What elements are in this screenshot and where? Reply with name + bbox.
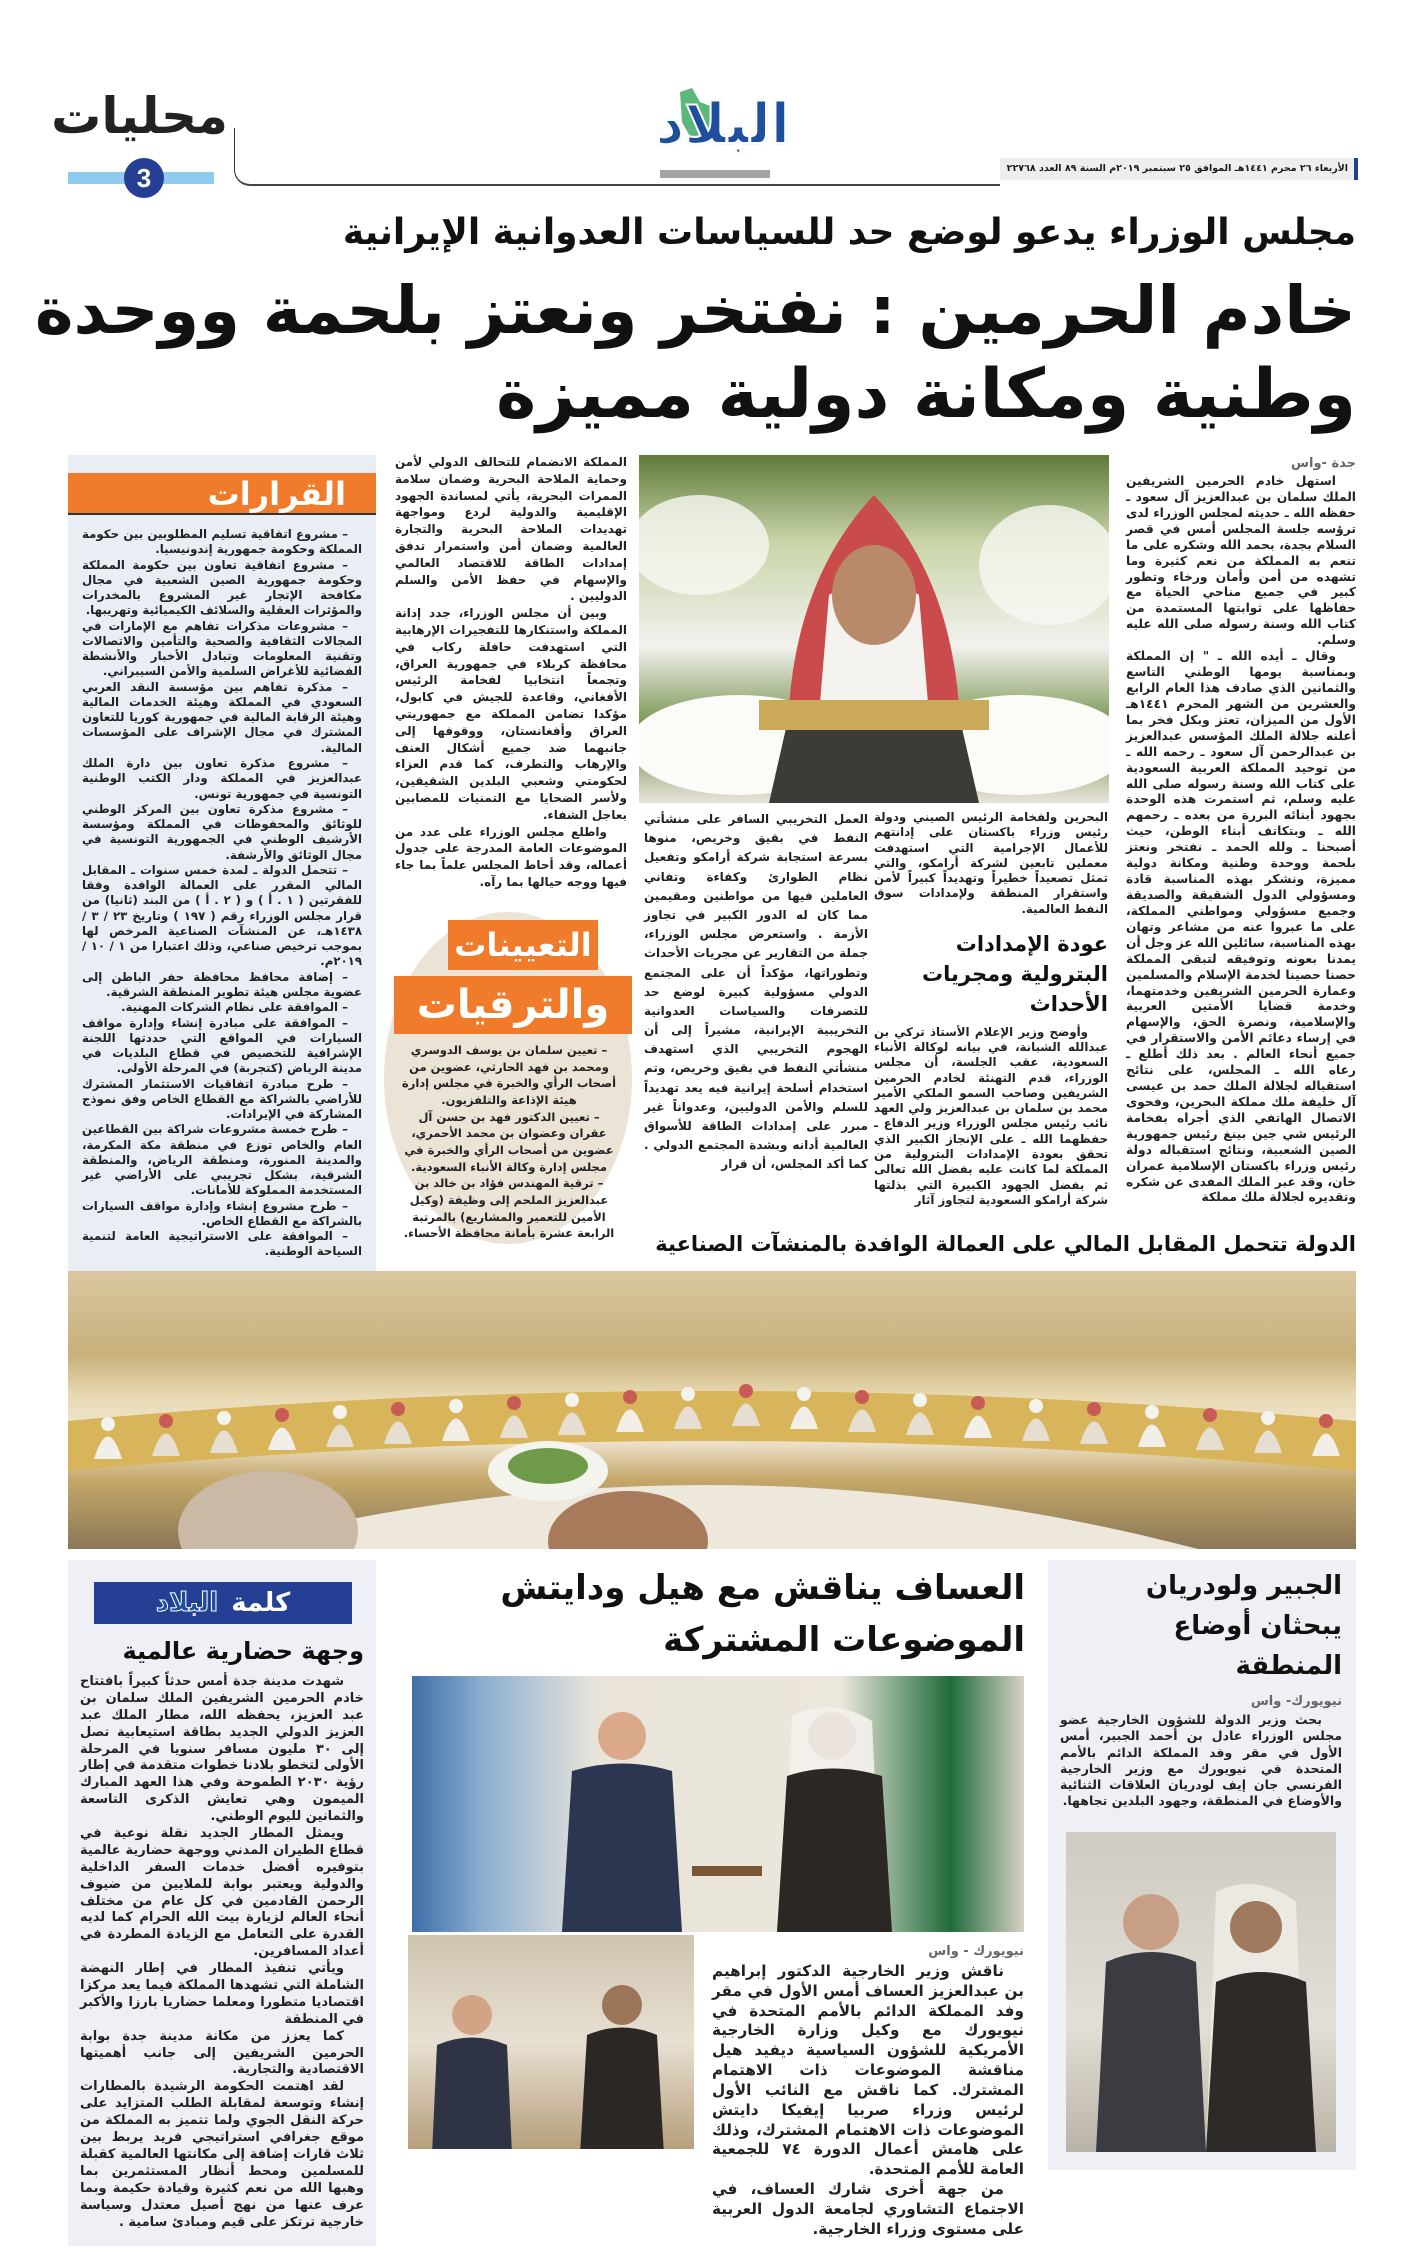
lead-headline-line-2: وطنية ومكانة دولية مميزة (496, 355, 1356, 434)
appointments-title-1 (448, 920, 598, 970)
decisions-panel (68, 455, 376, 1271)
decision-item: – تتحمل الدولة ـ لمدة خمس سنوات ـ المقابل المالي المقرر على العمالة الوافدة وفقا للفقرتين ( ١ . أ ) و ( ٢ . أ ) من البند (ثانيا) من قرار مجلس الوزراء رقم ( ١٩٧ ) وتاريخ ٢٣ / ٣ / ١٤٣٨هـ، عن المنشآت الصناعية المرخص لها بموجب ترخيص صناعي، وذلك اعتبارا من ١ / ١٠ / ٢٠١٩م. (82, 862, 362, 969)
editorial-label-kalima: كلمة (231, 1588, 291, 1618)
cabinet-photo-headline: الدولة تتحمل المقابل المالي على العمالة الوافدة بالمنشآت الصناعية (655, 1232, 1356, 1256)
lead-article-col-3 (644, 810, 868, 1216)
decision-item: – طرح مشروع إنشاء وإدارة مواقف السيارات بالشراكة مع القطاع الخاص. (82, 1198, 362, 1228)
paragraph: استهل خادم الحرمين الشريفين الملك سلمان بن عبدالعزيز آل سعود ـ حفظه الله ـ حديثه لمجلس الوزراء لدى ترؤسه جلسة المجلس أمس في قصر السلام بجدة، بحمد الله وشكره على ما تنعم به المملكة من نعم كثيرة وما تشهده من أمن وأمان ورخاء وتطور كبير في جميع مناحي الحياة مع حفاظها على ثوابتها المستمدة من كتاب الله وسنة رسوله صلى الله عليه وسلم. (1126, 474, 1356, 648)
decisions-list (82, 527, 362, 1265)
assaf-dateline: نيويورك - واس (928, 1944, 1024, 1959)
paragraph: ناقش وزير الخارجية الدكتور إبراهيم بن عبدالعزيز العساف أمس الأول في مقر وفد المملكة الدائم بالأمم المتحدة في نيويورك مع وكيل وزارة الخارجية الأمريكية للشؤون السياسية ديفيد هيل مناقشة الموضوعات ذات الاهتمام المشترك. كما ناقش مع النائب الأول لرئيس وزراء صربيا إيفيكا دايتش الموضوعات ذات الاهتمام المشترك، وذلك على هامش أعمال الدورة ٧٤ للجمعية العامة للأمم المتحدة. (712, 1962, 1024, 2179)
appointments-list (400, 1042, 618, 1242)
paragraph: وبين أن مجلس الوزراء، جدد إدانة المملكة واستنكارها للتفجيرات الإرهابية التي استهدفت حافلة ركاب في محافظة كربلاء في جمهورية العراق، وتجمعاً انتخابيا لفخامة الرئيس الأفغاني، وقاعدة للجيش في كابول، مؤكدا تضامن المملكة مع جمهوريتي العراق وأفغانستان، ووقوفها إلى جانبهما ضد جميع أشكال العنف والإرهاب والتطرف، كما قدم العزاء لحكومتي وشعبي البلدين الشقيقين، ولأسر الضحايا مع التمنيات للمصابين بعاجل الشفاء. (395, 606, 627, 822)
lead-article-col-1 (1126, 454, 1356, 1216)
paragraph: لقد اهتمت الحكومة الرشيدة بالمطارات إنشاء وتوسعة لمقابلة الطلب المتزايد على حركة النقل الجوي ولما تتميز به المملكة من موقع جغرافي استراتيجي فريد يربط بين ثلاث قارات إضافة إلى مكانتها العالمية كقبلة للمسلمين ومحط أنظار المستثمرين بما وهبها الله من نعم كثيرة وقيادة حكيمة وبما عرف عنها من نهج أصيل معتدل وسياسة خارجية ترتكز على قيم ومبادئ سامية . (80, 2079, 364, 2230)
lead-article-col-4 (395, 454, 627, 900)
paragraph: العمل التخريبي السافر على منشأتي النفط في بقيق وخريص، منوها بسرعة استجابة شركة أرامكو وتفعيل نظام الطوارئ وكفاءة وتفاني العاملين فيها من مواطنين ومقيمين مما كان له الدور الكبير في تجاوز الأزمة . واستعرض مجلس الوزراء، جملة من التقارير عن مجريات الأحداث وتطوراتها، مؤكداً أن على المجتمع الدولي مسؤولية كبيرة لوضع حد للتصرفات والسياسات العدوانية التخريبية الإيرانية، مشيراً إلى أن الهجوم التخريبي الذي استهدف منشأتي النفط في بقيق وخريص، وتم استخدام أسلحة إيرانية فيه يعد تهديداً للسلم والأمن الدوليين، وعدواناً غير مبرر على إمدادات الطاقة للأسواق العالمية أدانه وبشدة المجتمع الدولي . كما أكد المجلس، أن قرار (644, 812, 868, 1172)
jubeir-headline: الجبير ولودريان يبحثان أوضاع المنطقة (1145, 1571, 1342, 1681)
decision-item: – مشروع مذكرة تعاون بين دارة الملك عبدالعزيز في المملكة ودار الكتب الوطنية التونسية في جمهورية تونس. (82, 755, 362, 801)
date-bar (1000, 158, 1358, 180)
decision-item: – طرح خمسة مشروعات شراكة بين القطاعين العام والخاص توزع في منطقة مكة المكرمة، والمدينة المنورة، ومنطقة الرياض، والمنطقة الشرقية، بشكل تجريبي على الأراضي غير المستخدمة المملوكة للأمانات. (82, 1122, 362, 1198)
header-rule (234, 128, 1000, 186)
appointment-item: – تعيين الدكتور فهد بن حسن آل عقران وعضوان بن محمد الأحمري، عضوين من أصحاب الرأي والخبرة في مجلس إدارة وكالة الأنباء السعودية. (404, 1109, 614, 1174)
decision-item: – مشروعات مذكرات تفاهم مع الإمارات في المجالات الثقافية والصحية والتأمين والاتصالات وتقنية المعلومات وتبادل الأخبار والأنشطة الفضائية للأغراض السلمية والأمن السيبراني. (82, 618, 362, 679)
issue-date: الأربعاء ٢٦ محرم ١٤٤١هـ الموافق ٢٥ سبتمبر ٢٠١٩م السنة ٨٩ العدد ٢٢٧٦٨ (1006, 163, 1348, 174)
decision-item: – مذكرة تفاهم بين مؤسسة النقد العربي السعودي في المملكة وهيئة الخدمات المالية وهيئة الرقابة المالية في جمهورية كوريا للتعاون المشترك في مجال الإشراف على المؤسسات المالية. (82, 679, 362, 755)
cabinet-session-photo (68, 1271, 1356, 1549)
king-salman-photo (639, 455, 1109, 803)
paragraph: كما يعزز من مكانة مدينة جدة بوابة الحرمين الشريفين إلى جانب أهميتها الاقتصادية والتجارية. (80, 2028, 364, 2078)
paragraph: المملكة الانضمام للتحالف الدولي لأمن وحماية الملاحة البحرية وضمان سلامة الممرات البحرية، يأتي لمساندة الجهود الإقليمية والدولية لردع ومواجهة تهديدات الملاحة البحرية والتجارة العالمية وضمان أمن واستمرار تدفق إمدادات الطاقة للاقتصاد العالمي والإسهام في حفظ الأمن والسلم الدوليين . (395, 455, 627, 604)
assaf-article (712, 1942, 1024, 2240)
appointments-title-2 (394, 976, 632, 1034)
appointments-title-1-text: التعيينات (454, 926, 592, 964)
decision-item: – مشروع مذكرة تعاون بين المركز الوطني للوثائق والمحفوظات في المملكة ومؤسسة الأرشيف الوطني في الجمهورية التونسية في مجال الوثائق والأرشفة. (82, 801, 362, 862)
jubeir-dateline: نيويورك- واس (1250, 1694, 1342, 1709)
decision-item: – الموافقة على الاستراتيجية العامة لتنمية السياحة الوطنية. (82, 1229, 362, 1259)
lead-dateline: جدة -واس (1291, 456, 1356, 471)
jubeir-article (1060, 1566, 1342, 1824)
page-number: 3 (136, 163, 152, 193)
assaf-hale-photo (412, 1676, 1024, 1932)
page-number-badge (124, 158, 164, 198)
paragraph: بحث وزير الدولة للشؤون الخارجية عضو مجلس الوزراء عادل بن أحمد الجبير، أمس الأول في مقر وفد المملكة الدائم بالأمم المتحدة في نيويورك مع وزير الخارجية الفرنسي جان إيف لودريان العلاقات الثنائية والأوضاع في المنطقة، وجهود البلدين تجاهها. (1060, 1712, 1342, 1809)
paragraph: واطلع مجلس الوزراء على عدد من الموضوعات العامة المدرجة على جدول أعماله، وقد أحاط المجلس علماً بما جاء فيها ووجه حيالها بما رآه. (395, 824, 627, 889)
decisions-title: القرارات (207, 475, 346, 513)
decision-item: – الموافقة على نظام الشركات المهنية. (121, 1000, 348, 1015)
decision-item: – طرح مبادرة اتفاقيات الاستثمار المشترك للأراضي بالشراكة مع القطاع الخاص وفق نموذج المشاركة في الإيرادات. (82, 1076, 362, 1122)
jubeir-ledrian-photo (1066, 1832, 1336, 2152)
lead-headline-line-1: خادم الحرمين : نفتخر ونعتز بلحمة ووحدة (34, 273, 1356, 349)
paragraph: شهدت مدينة جدة أمس حدثاً كبيراً بافتتاح خادم الحرمين الشريفين الملك سلمان بن عبد العزيز، يحفظه الله، مطار الملك عبد العزيز الدولي الجديد بطاقة استيعابية تصل إلى ٣٠ مليون مسافر سنويا في المرحلة الأولى لتخطو بلادنا خطوات متقدمة في إطار رؤية ٢٠٣٠ الطموحة وفي هذا العهد المبارك الميمون وهي تعايش الذكرى التاسعة والثمانين لليوم الوطني. (80, 1674, 365, 1825)
paragraph: ويأتي تنفيذ المطار في إطار النهضة الشاملة التي تشهدها المملكة فيما يعد مركزا اقتصاديا متطورا ومعلما حضاريا بارزا والأكبر في المنطقة (80, 1961, 364, 2027)
editorial-headline: وجهة حضارية عالمية (122, 1637, 364, 1665)
lead-article-col-2 (874, 810, 1108, 1216)
decision-item: – مشروع اتفاقية تسليم المطلوبين بين حكومة المملكة وحكومة جمهورية إندونيسيا. (82, 527, 362, 557)
assaf-dacic-photo (405, 1932, 697, 2152)
decision-item: – إضافة محافظ محافظة حفر الباطن إلى عضوية مجلس هيئة تطوير المنطقة الشرقية. (82, 969, 362, 999)
decision-item: – مشروع اتفاقية تعاون بين حكومة المملكة وحكومة جمهورية الصين الشعبية في مجال مكافحة الإتجار غير المشروع بالمخدرات والمؤثرات العقلية والسلائف الكيميائية وتهريبها. (82, 557, 362, 618)
section-title: محليات (51, 87, 228, 145)
paragraph: وأوضح وزير الإعلام الأستاذ تركي بن عبدالله الشبانة، في بيانه لوكالة الأنباء السعودية، عقب الجلسة، أن مجلس الوزراء، قدم التهنئة لخادم الحرمين الشريفين وصاحب السمو الملكي الأمير محمد بن سلمان بن عبدالعزيز ولي العهد نائب رئيس مجلس الوزراء وزير الدفاع ـ حفظهما الله ـ على الإنجاز الكبير الذي تحقق بعودة الإمدادات البترولية من المملكة لما كانت عليه بفضل الله تعالى ثم بفضل الجهود الكبيرة التي بذلتها شركة أرامكو السعودية لتجاوز آثار (874, 1024, 1108, 1207)
newspaper-logo (640, 82, 790, 182)
paragraph: من جهة أخرى شارك العساف، في الاجتماع التشاوري لجامعة الدول العربية على مستوى وزراء الخارجية. (712, 2179, 1024, 2238)
editorial-label (94, 1582, 352, 1624)
logo-underline (660, 170, 770, 178)
assaf-headline: العساف يناقش مع هيل ودايتش الموضوعات المشتركة (500, 1568, 1025, 1660)
lead-subhead: مجلس الوزراء يدعو لوضع حد للسياسات العدوانية الإيرانية (342, 212, 1356, 253)
appointments-title-2-text: والترقيات (416, 982, 610, 1028)
editorial-label-logo: البلاد (155, 1588, 219, 1618)
paragraph: وقال ـ أيده الله ـ " إن المملكة وبمناسبة يومها الوطني التاسع والثمانين الذي صادف هذا العام الرابع والعشرين من الشهر المحرم ١٤٤١هـ الأول من الميزان، تعتز وبكل فخر بما أعلنه جلالة الملك المؤسس عبدالعزيز بن عبدالرحمن آل سعود ـ رحمه الله ـ من توحيد المملكة العربية السعودية على كتاب الله وسنة رسوله صلى الله عليه وسلم، ثم استمرت هذه الوحدة بجهود أبنائه البررة من بعده ـ رحمهم الله ـ وبتكاتف أبناء الوطن، حيث أصبحنا ـ ولله الحمد ـ نفتخر ونعتز بلحمة ووحدة وطنية ومكانة دولية مميزة، ونشكر بهذه المناسبة قادة ومسؤولي الدول الشقيقة والصديقة وجميع مسؤولي ومواطني المملكة، على ما عبروا عنه من مشاعر وتهان بهذه المناسبة، سائلين الله عز وجل أن يمدنا بعونه وتوفيقه لتبقى المملكة حصنا حصينا لخدمة الإسلام والمسلمين وعمارة الحرمين الشريفين وخدمتهما، وخدمة قضايا الأمتين العربية والإسلامية، ونصرة الحق، والإسهام في إرساء دعائم الأمن والاستقرار في جميع أنحاء العالم . بعد ذلك أطلع ـ رعاه الله ـ المجلس، على نتائج استقباله لجلالة الملك حمد بن عيسى آل خليفة ملك مملكة البحرين، وفحوى الاتصال الهاتفي الذي أجراه بفخامة الرئيس شي جين بينغ رئيس جمهورية الصين الشعبية، ونتائج استقباله دولة رئيس وزراء باكستان الإسلامية عمران خان، وقد عبر الملك المفدى عن شكره وتقديره لجلالة ملك مملكة (1126, 649, 1356, 1205)
paragraph: ويمثل المطار الجديد نقلة نوعية في قطاع الطيران المدني ووجهة حضارية عالمية بتوفيره أفضل خدمات السفر الداخلية والدولية ويعتبر بوابة للملايين من ضيوف الرحمن القادمين في كل عام من مختلف أنحاء العالم لزيارة بيت الله الحرام كما لديه القدرة على التعامل مع الزيادة المطردة في أعداد المسافرين. (80, 1826, 364, 1960)
appointment-item: – تعيين سلمان بن يوسف الدوسري ومحمد بن فهد الحارثي، عضوين من أصحاب الرأي والخبرة في مجلس إدارة هيئة الإذاعة والتلفزيون. (401, 1043, 617, 1108)
editorial-article (80, 1632, 364, 2240)
appointment-item: – ترقية المهندس فؤاد بن خالد بن عبدالعزيز الملحم إلى وظيفة (وكيل الأمين للتعمير والمشاريع) بالمرتبة الرابعة عشرة بأمانة محافظة الأحساء. (403, 1176, 615, 1241)
lead-subheading: عودة الإمدادات البترولية ومجريات الأحداث (922, 931, 1108, 1016)
editorial-body (80, 1674, 364, 2231)
logo-text: البلاد (655, 92, 790, 157)
decision-item: – الموافقة على مبادرة إنشاء وإدارة مواقف السيارات في المواقع التي حددتها اللجنة الإشرافية للتخصيص في قطاع البلديات في مدينة الرياض (كتجربة) في المرحلة الأولى. (82, 1015, 362, 1076)
decisions-title-bar (68, 473, 376, 515)
paragraph: البحرين ولفخامة الرئيس الصيني ودولة رئيس وزراء باكستان على إدانتهم للأعمال الإجرامية التي استهدفت معملين تابعين لشركة أرامكو، والتي تمثل تصعيداً خطيراً وتهديداً كبيراً لأمن واستقرار المنطقة ولإمدادات سوق النفط العالمية. (874, 810, 1108, 916)
